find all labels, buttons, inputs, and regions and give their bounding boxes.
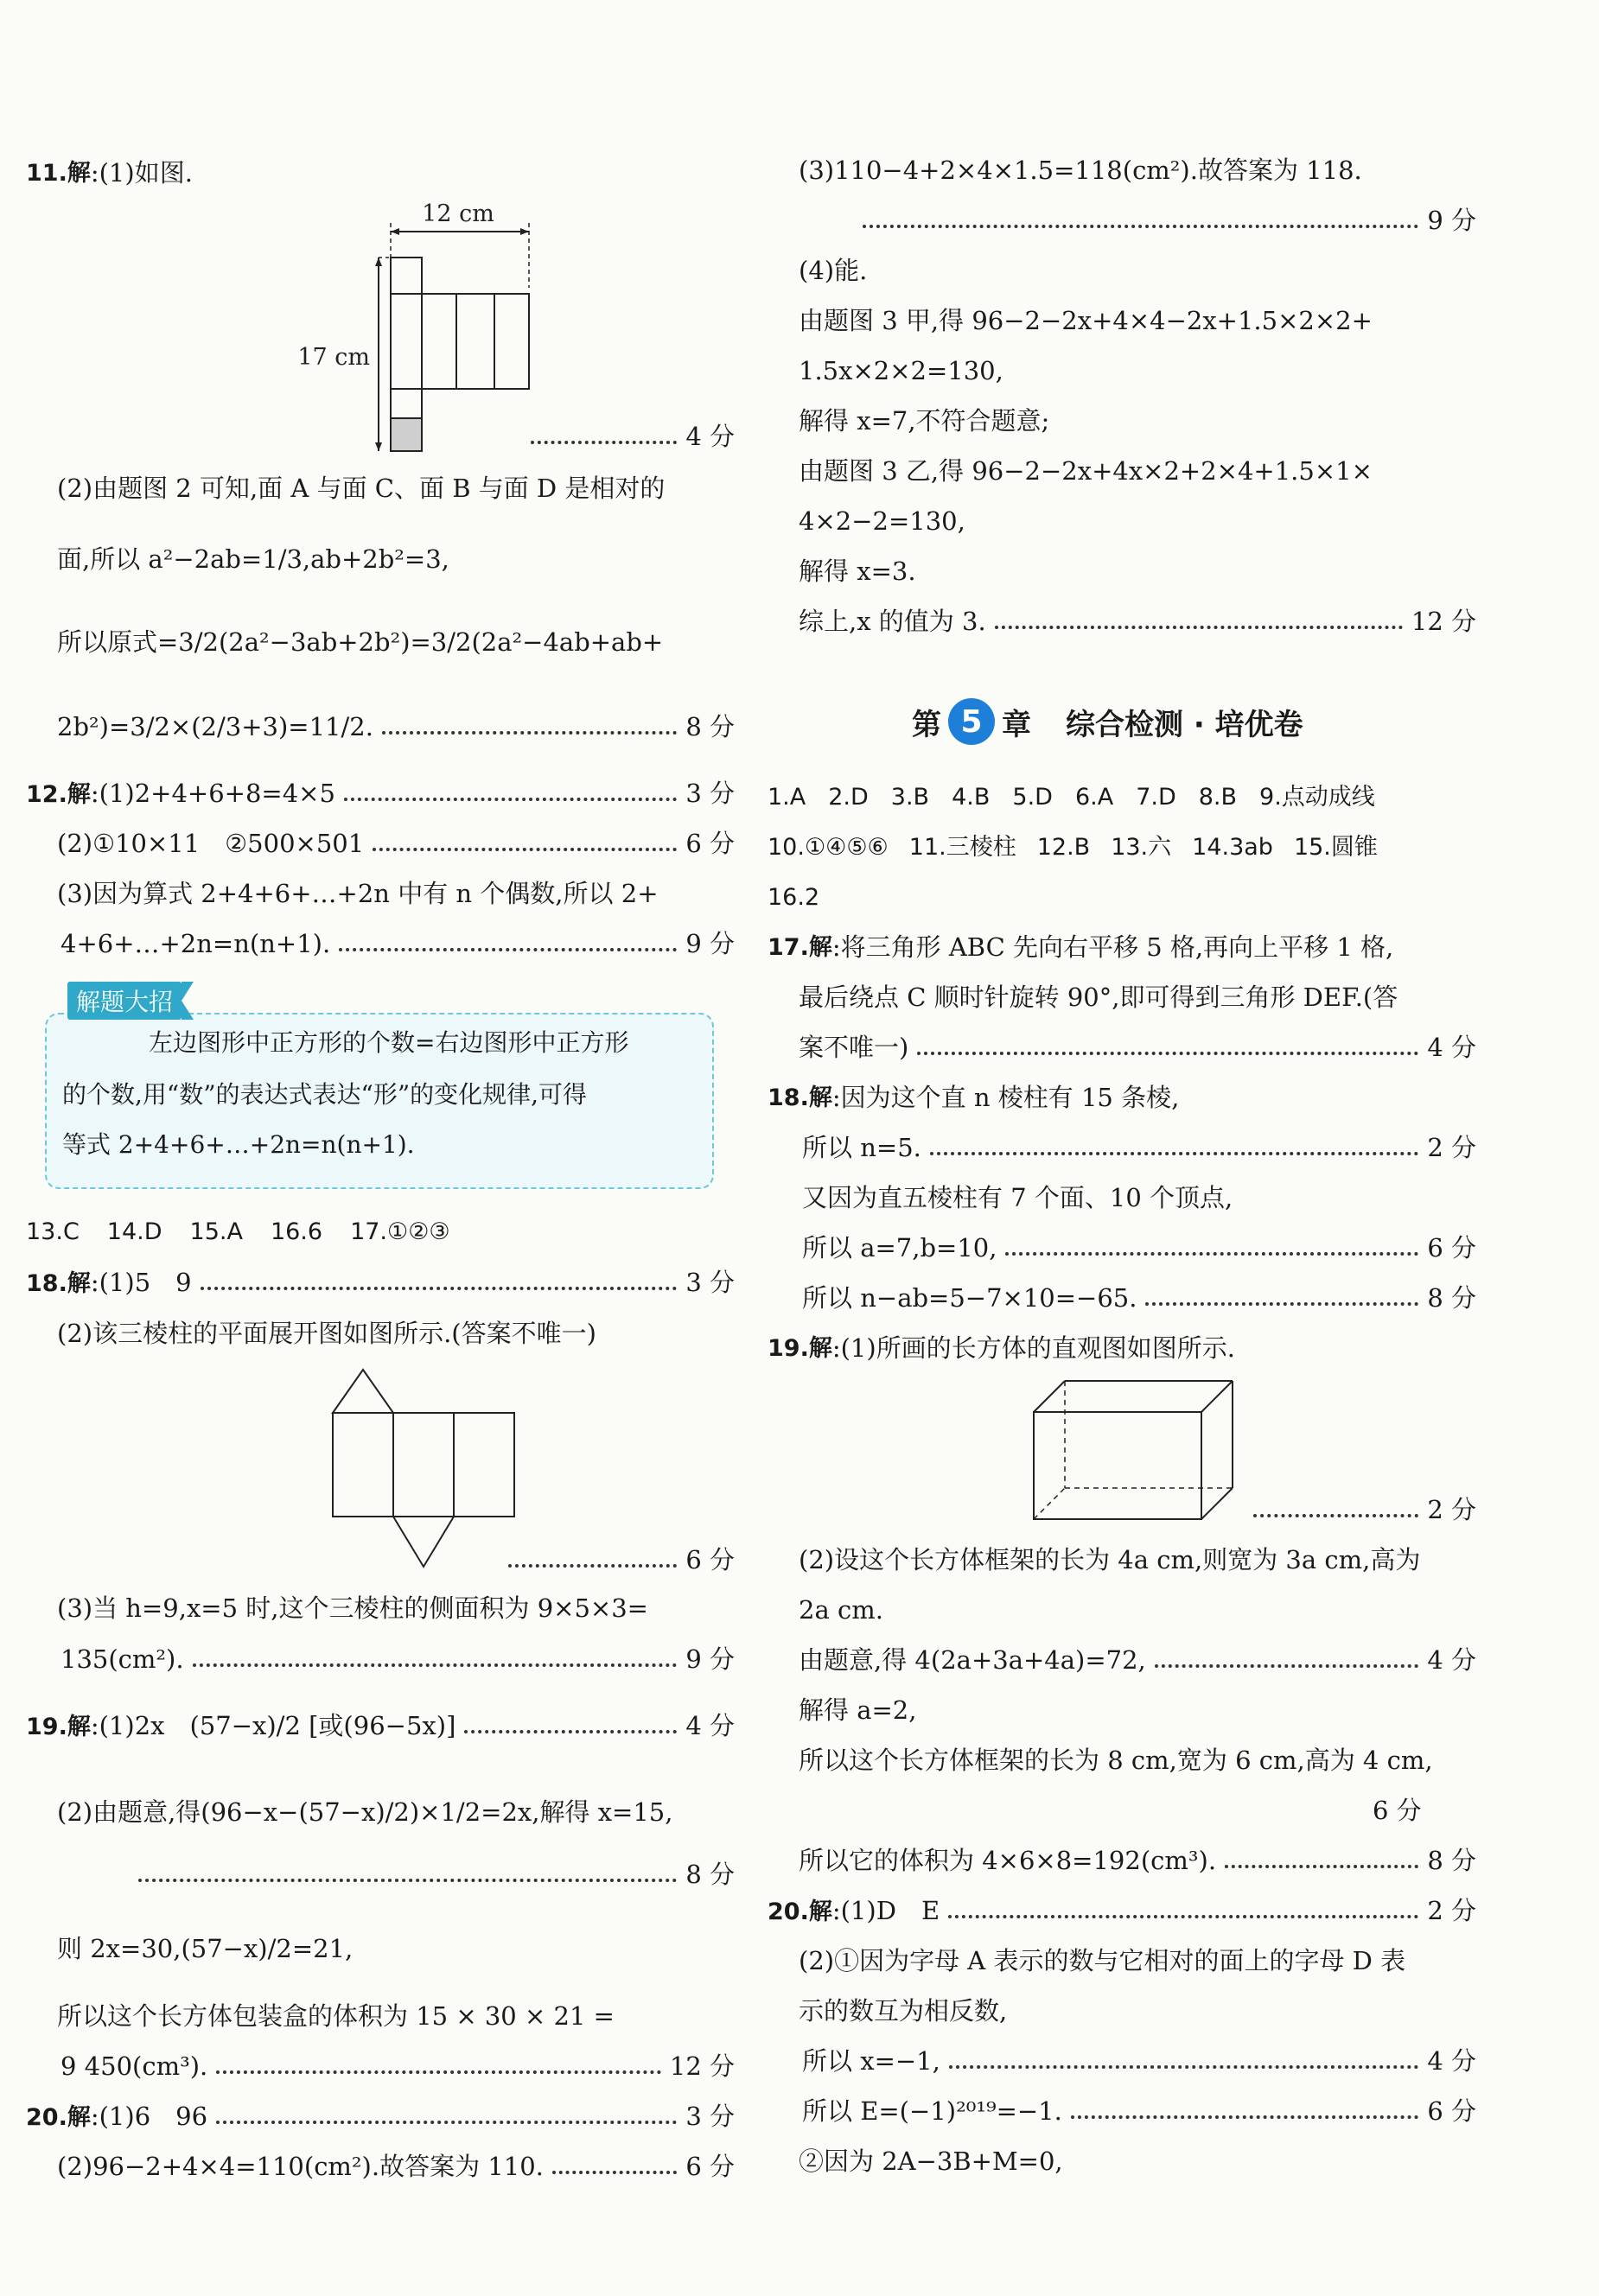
q19-text-1: :(1)2x (57−x)/2 [或(96−5x)]	[90, 1711, 456, 1741]
q20c-score-2: 12 分	[1411, 607, 1476, 637]
q11-number: 11.解	[26, 160, 91, 188]
answer-item: 15.圆锥	[1293, 834, 1378, 862]
tip-line-2: 的个数,用“数”的表达式表达“形”的变化规律,可得	[62, 1080, 588, 1109]
answer-item: 6.A	[1074, 784, 1114, 811]
dot-leader	[930, 1152, 1418, 1155]
answer-item: 17.①②③	[350, 1218, 450, 1246]
q11-line-1	[26, 151, 735, 196]
q20r-line-5	[768, 2089, 1476, 2134]
q18-score-3: 9 分	[685, 1644, 735, 1675]
q20c-line-2: (4)能.	[799, 256, 868, 286]
q17-score-1: 4 分	[1427, 1033, 1476, 1063]
q18-score-2: 6 分	[685, 1545, 735, 1575]
q12-text-2: (2)①10×11 ②500×501	[57, 829, 365, 859]
q12-line-1	[26, 772, 735, 817]
q19r-score-1-line	[1245, 1488, 1476, 1533]
tip-line-3: 等式 2+4+6+…+2n=n(n+1).	[62, 1130, 415, 1159]
q20-score-2: 6 分	[685, 2152, 735, 2182]
q18-score-1: 3 分	[685, 1268, 735, 1298]
q12-number: 12.解	[26, 781, 91, 809]
q18r-score-2: 6 分	[1427, 1233, 1476, 1263]
dot-leader	[138, 1879, 677, 1882]
q18-number: 18.解	[26, 1270, 91, 1298]
q11-line-2: (2)由题图 2 可知,面 A 与面 C、面 B 与面 D 是相对的	[57, 474, 666, 504]
answer-item: 16.6	[270, 1218, 323, 1246]
q19-line-3: 则 2x=30,(57−x)/2=21,	[57, 1934, 354, 1964]
dot-leader	[1071, 2115, 1418, 2119]
q18-score-2-line	[500, 1538, 735, 1583]
dot-leader	[1145, 1302, 1418, 1306]
q12-line-4	[26, 922, 735, 967]
dot-leader	[917, 1052, 1418, 1055]
q18r-text-4: 所以 a=7,b=10,	[802, 1233, 997, 1263]
q20r-line-3: 示的数互为相反数,	[799, 1996, 1008, 2026]
q19r-number: 19.解	[768, 1335, 832, 1363]
q12-score-3: 9 分	[685, 929, 735, 959]
q20c-line-1: (3)110−4+2×4×1.5=118(cm²).故答案为 118.	[799, 156, 1362, 186]
q19r-score-2: 4 分	[1427, 1645, 1476, 1676]
q20-number: 20.解	[26, 2104, 91, 2132]
dot-leader	[948, 1915, 1418, 1918]
dot-leader	[382, 731, 677, 735]
q19r-line-2: (2)设这个长方体框架的长为 4a cm,则宽为 3a cm,高为	[799, 1545, 1421, 1575]
dot-leader	[949, 2065, 1418, 2069]
q20r-text-1: :(1)D E	[831, 1896, 940, 1926]
answer-item: 2.D	[828, 784, 869, 811]
dot-leader	[1005, 1252, 1418, 1256]
dot-leader	[373, 848, 677, 851]
dot-leader	[552, 2171, 677, 2174]
q20r-score-2: 4 分	[1427, 2046, 1476, 2077]
q20r-line-2: (2)①因为字母 A 表示的数与它相对的面上的字母 D 表	[799, 1946, 1406, 1976]
answer-item: 14.3ab	[1192, 834, 1273, 862]
answer-item: 8.B	[1198, 784, 1238, 811]
q19-score-3: 12 分	[669, 2051, 735, 2082]
q18r-number: 18.解	[768, 1084, 832, 1112]
q19-text-5: 9 450(cm³).	[61, 2051, 208, 2082]
q18-line-3: (3)当 h=9,x=5 时,这个三棱柱的侧面积为 9×5×3=	[57, 1593, 648, 1624]
answer-item: 13.六	[1111, 834, 1172, 862]
q18-text-4: 135(cm²).	[61, 1644, 184, 1675]
answer-item: 10.①④⑤⑥	[768, 834, 889, 862]
q20-text-1: :(1)6 96	[90, 2102, 208, 2132]
q20r-score-3: 6 分	[1427, 2096, 1476, 2127]
answer-item: 7.D	[1136, 784, 1176, 811]
dot-leader	[193, 1663, 678, 1667]
q20c-score-1: 9 分	[1427, 206, 1476, 236]
q17-text-1: :将三角形 ABC 先向右平移 5 格,再向上平移 1 格,	[831, 932, 1394, 963]
q19-line-4: 所以这个长方体包装盒的体积为 15 × 30 × 21 =	[57, 2001, 615, 2032]
q18r-line-1	[768, 1076, 1476, 1121]
q18r-score-1: 2 分	[1427, 1133, 1476, 1163]
q19-score-2-line	[130, 1853, 735, 1898]
q18-line-4	[26, 1638, 735, 1682]
q11-height-label: 17 cm	[297, 344, 370, 371]
answer-item: 15.A	[189, 1218, 243, 1246]
q19r-line-5: 解得 a=2,	[799, 1695, 917, 1726]
q19r-score-1: 2 分	[1427, 1495, 1476, 1525]
answer-item: 13.C	[26, 1218, 80, 1246]
dot-leader	[863, 225, 1418, 228]
q11-score-2: 8 分	[685, 712, 735, 742]
q20-line-1	[26, 2095, 735, 2140]
answers-1-9	[768, 775, 1476, 820]
q11-line-3: 面,所以 a²−2ab=1/3,ab+2b²=3,	[57, 544, 449, 575]
q18-line-1	[26, 1261, 735, 1306]
q18r-line-5	[768, 1276, 1476, 1321]
tip-title: 解题大招	[67, 982, 182, 1020]
answer-item: 1.A	[768, 784, 806, 811]
q19-score-2: 8 分	[685, 1860, 735, 1890]
q20r-score-1: 2 分	[1427, 1896, 1476, 1926]
q17-line-1	[768, 925, 1476, 970]
q17-number: 17.解	[768, 934, 832, 962]
q20c-score-1-line	[854, 199, 1476, 244]
q18r-line-3: 又因为直五棱柱有 7 个面、10 个顶点,	[802, 1183, 1233, 1213]
q19r-text-1: :(1)所画的长方体的直观图如图所示.	[831, 1333, 1235, 1364]
q19r-line-6: 所以这个长方体框架的长为 8 cm,宽为 6 cm,高为 4 cm,	[799, 1746, 1433, 1776]
chapter-title: 综合检测 · 培优卷	[1066, 707, 1303, 742]
q18-line-2: (2)该三棱柱的平面展开图如图所示.(答案不唯一)	[57, 1319, 596, 1349]
q19-number: 19.解	[26, 1714, 91, 1741]
dot-leader	[1253, 1514, 1418, 1517]
dot-leader	[464, 1730, 677, 1733]
answer-item: 5.D	[1012, 784, 1053, 811]
q19-line-5	[26, 2045, 735, 2089]
q19r-text-4: 由题意,得 4(2a+3a+4a)=72,	[799, 1645, 1146, 1676]
q19r-line-3: 2a cm.	[799, 1595, 883, 1625]
dot-leader	[1225, 1865, 1418, 1868]
q17-text-3: 案不唯一)	[799, 1033, 909, 1063]
q20c-line-7: 4×2−2=130,	[799, 506, 965, 537]
q19r-line-7	[768, 1839, 1476, 1884]
q12-text-4: 4+6+…+2n=n(n+1).	[61, 929, 331, 959]
dot-leader	[508, 1564, 677, 1568]
q19-line-2: (2)由题意,得(96−x−(57−x)/2)×1/2=2x,解得 x=15,	[57, 1797, 673, 1828]
q12-line-3: (3)因为算式 2+4+6+…+2n 中有 n 个偶数,所以 2+	[57, 879, 659, 909]
q18r-text-1: :因为这个直 n 棱柱有 15 条棱,	[831, 1083, 1180, 1113]
q18r-text-5: 所以 n−ab=5−7×10=−65.	[802, 1283, 1137, 1313]
q20-line-2	[26, 2145, 735, 2190]
q20r-text-5: 所以 E=(−1)²⁰¹⁹=−1.	[802, 2096, 1062, 2127]
answer-item: 3.B	[890, 784, 930, 811]
q18r-line-4	[768, 1226, 1476, 1271]
chapter-number-badge: 5	[948, 698, 995, 745]
chapter-header	[912, 696, 1303, 747]
dot-leader	[216, 2070, 661, 2074]
answer-item: 12.B	[1036, 834, 1091, 862]
q20c-line-3: 由题图 3 甲,得 96−2−2x+4×4−2x+1.5×2×2+	[799, 306, 1373, 336]
answers-10-15	[768, 825, 1476, 870]
q11-net-figure	[277, 197, 562, 456]
q12-score-2: 6 分	[685, 829, 735, 859]
q20-text-2: (2)96−2+4×4=110(cm²).故答案为 110.	[57, 2152, 544, 2182]
q18r-score-3: 8 分	[1427, 1283, 1476, 1313]
q11-width-label: 12 cm	[422, 200, 494, 227]
answer-item: 4.B	[952, 784, 991, 811]
q12-line-2	[26, 822, 735, 867]
q11-line-4: 所以原式=3/2(2a²−3ab+2b²)=3/2(2a²−4ab+ab+	[57, 627, 664, 658]
q20c-line-4: 1.5x×2×2=130,	[799, 356, 1003, 386]
q20r-line-1	[768, 1889, 1476, 1934]
q20r-line-6: ②因为 2A−3B+M=0,	[799, 2147, 1063, 2177]
q19-line-1	[26, 1704, 735, 1749]
dot-leader	[344, 798, 677, 801]
answer-item: 16.2	[768, 884, 820, 912]
q19r-line-1	[768, 1326, 1476, 1371]
q18-prism-net-figure	[303, 1370, 510, 1577]
q19r-score-3: 6 分	[1373, 1796, 1422, 1826]
q11-score-1-line	[522, 415, 735, 460]
answer-16-line	[768, 875, 1476, 920]
q17-line-2: 最后绕点 C 顺时针旋转 90°,即可得到三角形 DEF.(答	[799, 983, 1398, 1013]
q19-cuboid-figure	[1034, 1381, 1241, 1528]
q12-score-1: 3 分	[685, 779, 735, 809]
q19r-score-4: 8 分	[1427, 1846, 1476, 1876]
q20c-text-9: 综上,x 的值为 3.	[799, 607, 986, 637]
q19-score-1: 4 分	[685, 1711, 735, 1741]
q20-score-1: 3 分	[685, 2102, 735, 2132]
q20c-line-5: 解得 x=7,不符合题意;	[799, 406, 1050, 436]
q20r-line-4	[768, 2039, 1476, 2084]
q11-score-1: 4 分	[685, 422, 735, 452]
q20r-text-4: 所以 x=−1,	[802, 2046, 940, 2077]
answer-item: 14.D	[106, 1218, 162, 1246]
q18r-text-2: 所以 n=5.	[802, 1133, 921, 1163]
q18r-line-2	[768, 1126, 1476, 1171]
chapter-suffix: 章	[1002, 707, 1031, 742]
q20c-line-6: 由题图 3 乙,得 96−2−2x+4x×2+2×4+1.5×1×	[799, 456, 1373, 487]
dot-leader	[216, 2121, 677, 2124]
answers-13-17	[26, 1210, 735, 1255]
q19r-score-3-line	[1373, 1789, 1476, 1834]
answer-item: 9.点动成线	[1259, 784, 1375, 811]
q20c-line-8: 解得 x=3.	[799, 557, 916, 587]
q19r-line-4	[768, 1638, 1476, 1683]
q19r-text-7: 所以它的体积为 4×6×8=192(cm³).	[799, 1846, 1217, 1876]
dot-leader	[1155, 1664, 1419, 1668]
dot-leader	[995, 626, 1403, 629]
q11-text: :(1)如图.	[90, 158, 193, 188]
q11-line-5-text: 2b²)=3/2×(2/3+3)=11/2.	[57, 712, 373, 742]
q20r-number: 20.解	[768, 1898, 832, 1926]
q11-line-5	[26, 705, 735, 750]
chapter-prefix: 第	[912, 707, 941, 742]
tip-line-1: 左边图形中正方形的个数=右边图形中正方形	[149, 1028, 629, 1057]
dot-leader	[201, 1287, 678, 1290]
dot-leader	[339, 948, 677, 951]
dot-leader	[531, 441, 677, 444]
answer-item: 11.三棱柱	[908, 834, 1016, 862]
q17-line-3	[768, 1026, 1476, 1071]
q12-text-1: :(1)2+4+6+8=4×5	[90, 779, 335, 809]
q18-text-1: :(1)5 9	[90, 1268, 192, 1298]
q20c-line-9	[768, 600, 1476, 645]
